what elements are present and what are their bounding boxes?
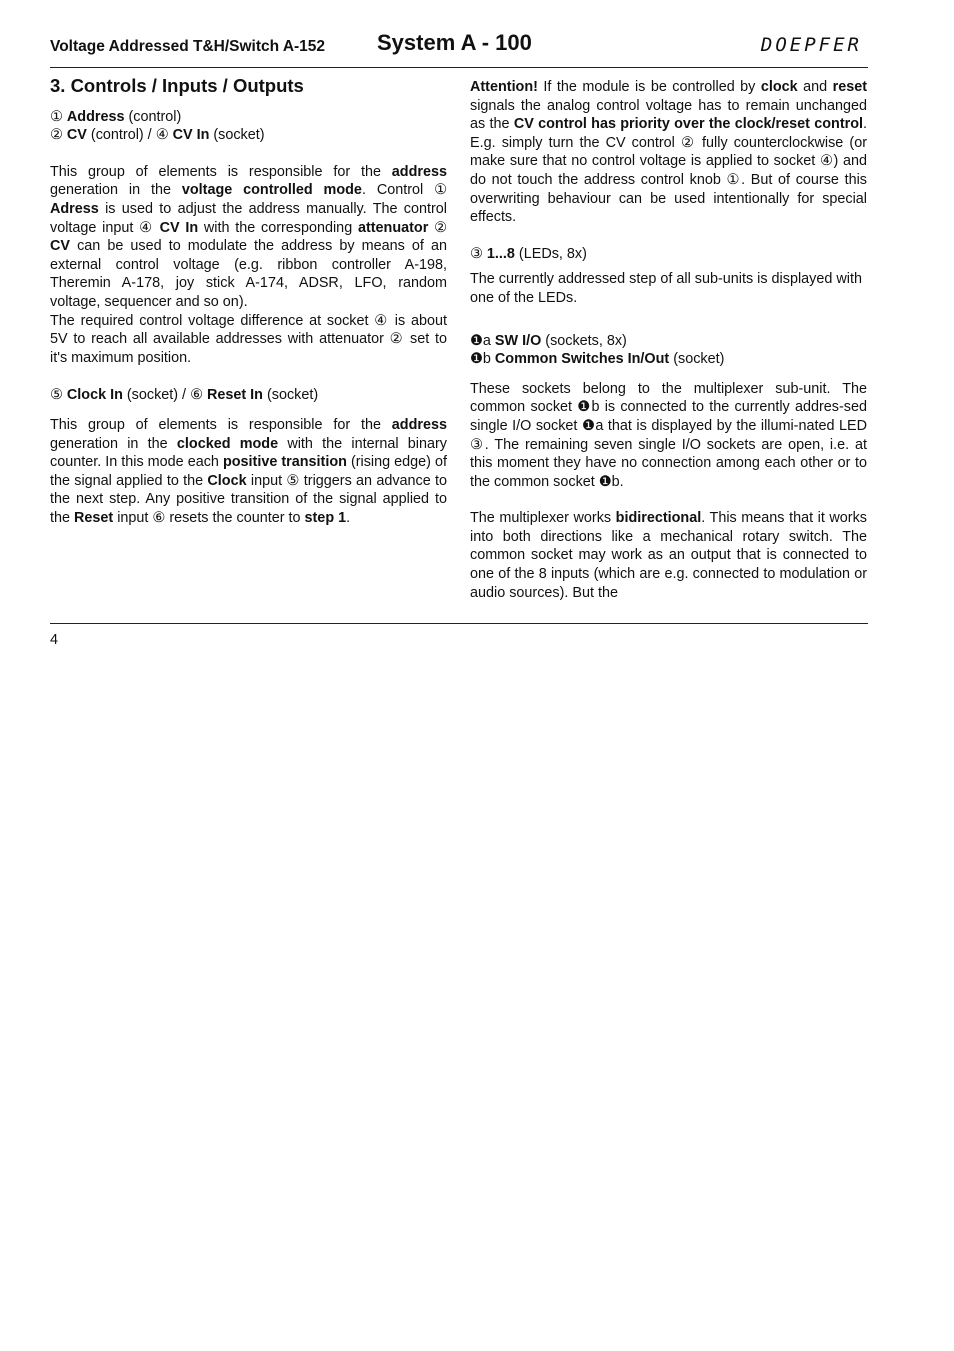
item-type: (control) / [86,127,156,144]
item-number: ③ [470,245,483,262]
item-type: (LEDs, 8x) [514,245,587,262]
item-name: CV [66,127,87,144]
page-header [50,30,868,66]
header-rule [50,67,868,68]
paragraph-attention: Attention! If the module is be controlled by clock and reset signals the analog control voltage has to remain unchanged as the CV control has priority over the clock/reset control. E.g. simply turn the CV control ② fully counterclockwise (or make sure that no control voltage is applied to socket ④) and do not touch the address control knob ①. But of course this overwriting behaviour can be used intentionally for special effects. [470,79,868,226]
page-number: 4 [50,632,59,648]
item-clock-reset [50,386,447,405]
item-name: Reset In [206,387,263,404]
item-address [50,108,447,127]
item-leds [470,245,867,264]
item-type: (socket) [209,127,265,144]
module-title: Voltage Addressed T&H/Switch A-152 [50,38,326,55]
paragraph-cv-difference: The required control voltage difference at socket ④ is about 5V to reach all available addresses with attenuator ② set to it's maximum position. [50,312,447,366]
item-sw-io [470,332,867,351]
section-title: 3. Controls / Inputs / Outputs [50,75,304,96]
item-number: ❶a [470,332,491,349]
item-name: Clock In [66,387,123,404]
item-number: ⑥ [190,387,203,404]
item-number: ② [50,127,63,144]
brand-logo: DOEPFER [760,34,862,56]
item-name: CV In [172,127,210,144]
item-name: 1...8 [486,245,515,262]
paragraph-clocked-mode: This group of elements is responsible for the address generation in the clocked mode with the internal binary counter. In this mode each positive transition (rising edge) of the signal applied to the Clock input ⑤ triggers an advance to the next step. Any positive transition of the signal applied to the Reset input ⑥ resets the counter to step 1. [50,416,448,526]
paragraph-leds: The currently addressed step of all sub-units is displayed with one of the LEDs. [470,271,862,306]
paragraph-bidirectional: The multiplexer works bidirectional. This means that it works into both directions like a mechanical rotary switch. The common socket may work as an output that is connected to one of the 8 inputs (which are e.g. connected to modulation or audio sources). But the [470,510,867,601]
item-cv [50,126,447,145]
item-number: ⑤ [50,387,63,404]
item-number: ❶b [470,351,491,368]
item-type: (socket) / [122,387,191,404]
item-type: (sockets, 8x) [541,332,627,349]
right-column [470,78,867,602]
footer-rule [50,623,868,624]
item-type: (control) [124,108,182,125]
item-type: (socket) [262,387,319,404]
item-name: Address [66,108,125,125]
paragraph-sockets: These sockets belong to the multiplexer sub-unit. The common socket ❶b is connected to the currently addres-sed single I/O socket ❶a that is displayed by the illumi-nated LED ③. The remaining seven single I/O sockets are open, i.e. at this moment they have no connection among each other or to the common socket ❶b. [470,380,867,490]
left-column [50,77,447,527]
item-number: ① [50,108,63,125]
item-number: ④ [155,127,169,144]
item-name: Common Switches In/Out [494,351,670,368]
paragraph-voltage-mode: This group of elements is responsible for the address generation in the voltage controlled mode. Control ① Adress is used to adjust the address manually. The control voltage input ④ CV In with the corresponding attenuator ② CV can be used to modulate the address by means of an external control voltage (e.g. ribbon controller A-198, Theremin A-178, joy stick A-174, ADSR, LFO, random voltage, sequencer and so on). [50,163,447,310]
system-title: System A - 100 [377,30,532,55]
item-common-switches [470,350,867,369]
item-name: SW I/O [494,332,542,349]
item-type: (socket) [669,351,725,368]
